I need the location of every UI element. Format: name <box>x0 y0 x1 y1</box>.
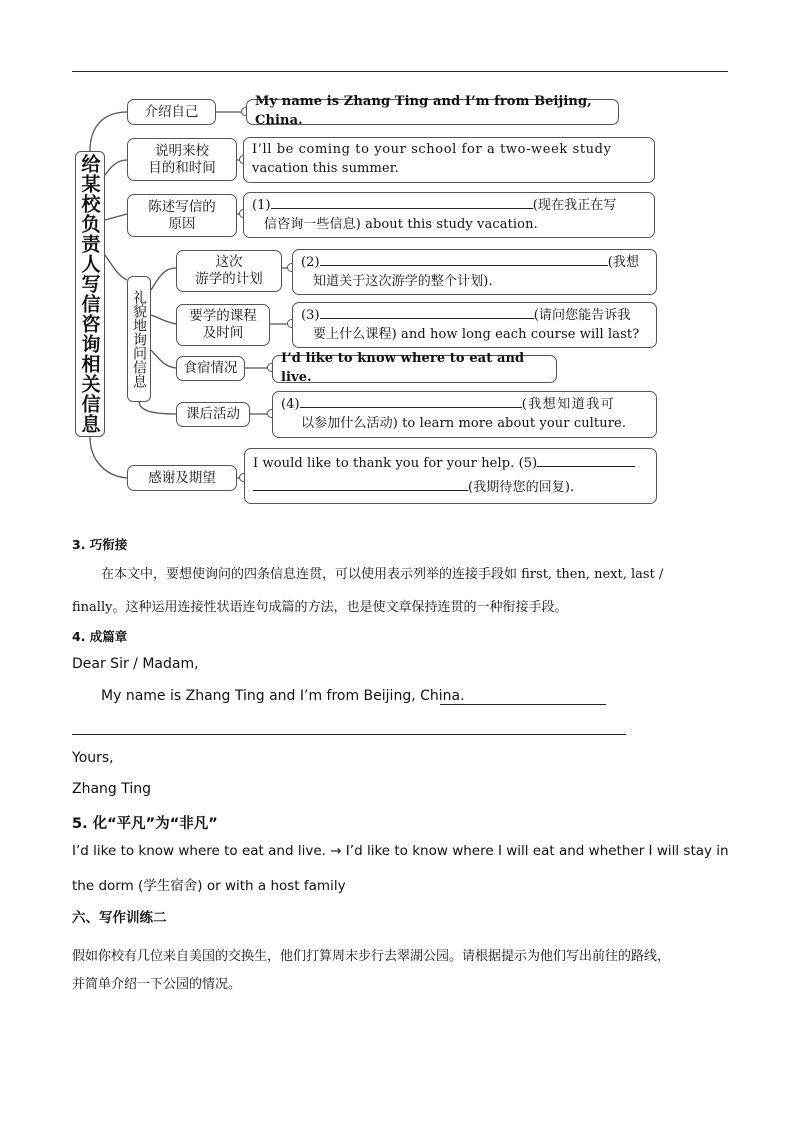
node-course-line2: 及时间 <box>202 325 244 341</box>
node-course-line1: 要学的课程 <box>189 308 257 325</box>
section-4-title: 4. 成篇章 <box>72 629 128 644</box>
section-6-line1: 假如你校有几位来自美国的交换生，他们打算周末步行去翠湖公园。请根据提示为他们写出前往的路线， <box>72 949 671 964</box>
answer-plan-number: (2) <box>301 255 320 270</box>
answer-intro: My name is Zhang Ting and I’m from Beijing, China. <box>246 99 619 125</box>
answer-plan <box>292 249 657 295</box>
node-plan-line1: 这次 <box>215 254 243 271</box>
node-reason <box>127 194 237 237</box>
answer-course-line2: 要上什么课程) and how long each course will last? <box>313 326 640 342</box>
answer-plan-line2: 知道关于这次游学的整个计划). <box>313 273 493 289</box>
answer-course <box>292 302 657 348</box>
answer-plan-hint: (我想 <box>607 255 640 270</box>
answer-thanks-hint: (我期待您的回复). <box>468 479 575 495</box>
mindmap-subroot: 礼貌地询问信息 <box>127 276 151 402</box>
answer-purpose <box>243 137 655 183</box>
node-after: 课后活动 <box>176 402 250 427</box>
section-3-title: 3. 巧衔接 <box>72 537 128 552</box>
section-3-line2: finally。这种运用连接性状语连句成篇的方法，也是使文章保持连贯的一种衔接手段。 <box>72 600 568 615</box>
answer-thanks <box>244 448 657 504</box>
section-5-line1: I’d like to know where to eat and live. → I’d like to know where I will eat and whether I will stay in <box>72 843 729 859</box>
answer-thanks-line1: I would like to thank you for your help. (5) <box>253 456 538 471</box>
answer-after <box>272 391 657 438</box>
node-food: 食宿情况 <box>176 356 245 381</box>
answer-blank-3[interactable] <box>320 306 534 319</box>
node-course <box>176 304 270 346</box>
letter-signature: Zhang Ting <box>72 781 152 797</box>
answer-purpose-line2: vacation this summer. <box>252 160 399 176</box>
answer-blank-5b[interactable] <box>253 478 468 491</box>
node-plan-line2: 游学的计划 <box>195 271 263 287</box>
answer-blank-5[interactable] <box>537 454 635 467</box>
answer-blank-2[interactable] <box>320 253 608 266</box>
node-reason-line1: 陈述写信的 <box>148 198 216 215</box>
answer-blank-4[interactable] <box>300 395 522 408</box>
answer-after-number: (4) <box>281 397 300 412</box>
letter-closing: Yours, <box>72 750 114 766</box>
answer-blank-1[interactable] <box>271 196 533 209</box>
section-6-title: 六、写作训练二 <box>72 910 167 926</box>
answer-reason <box>243 192 655 238</box>
letter-blank-2[interactable] <box>72 734 626 735</box>
node-purpose-line1: 说明来校 <box>155 142 209 159</box>
answer-reason-line2: 信咨询一些信息) about this study vacation. <box>264 216 538 232</box>
node-purpose-line2: 目的和时间 <box>148 159 216 176</box>
section-3-line1: 在本文中，要想使询问的四条信息连贯，可以使用表示列举的连接手段如 first, then, next, last / <box>101 567 664 582</box>
letter-line1: My name is Zhang Ting and I’m from Beijing, China. <box>101 688 465 704</box>
node-plan <box>176 250 282 292</box>
node-purpose <box>127 138 237 181</box>
node-intro: 介绍自己 <box>127 99 216 125</box>
letter-blank-1[interactable] <box>440 704 606 705</box>
answer-course-hint: (请问您能告诉我 <box>533 308 631 323</box>
section-5-title: 5. 化“平凡”为“非凡” <box>72 816 218 832</box>
answer-after-line2: 以参加什么活动) to learn more about your culture. <box>301 415 627 431</box>
answer-reason-hint: (现在我正在写 <box>532 198 617 213</box>
section-5-line2: the dorm (学生宿舍) or with a host family <box>72 878 346 894</box>
answer-after-hint: (我想知道我可 <box>521 397 616 412</box>
node-thanks: 感谢及期望 <box>127 465 237 491</box>
answer-food: I’d like to know where to eat and live. <box>272 355 557 383</box>
mindmap-root: 给某校负责人写信咨询相关信息 <box>75 151 105 437</box>
node-reason-line2: 原因 <box>168 215 196 232</box>
letter-greeting: Dear Sir / Madam, <box>72 656 199 672</box>
answer-purpose-line1: I’ll be coming to your school for a two-week study <box>252 142 612 157</box>
answer-reason-number: (1) <box>252 198 271 213</box>
section-6-line2: 并简单介绍一下公园的情况。 <box>72 977 242 992</box>
answer-course-number: (3) <box>301 308 320 323</box>
